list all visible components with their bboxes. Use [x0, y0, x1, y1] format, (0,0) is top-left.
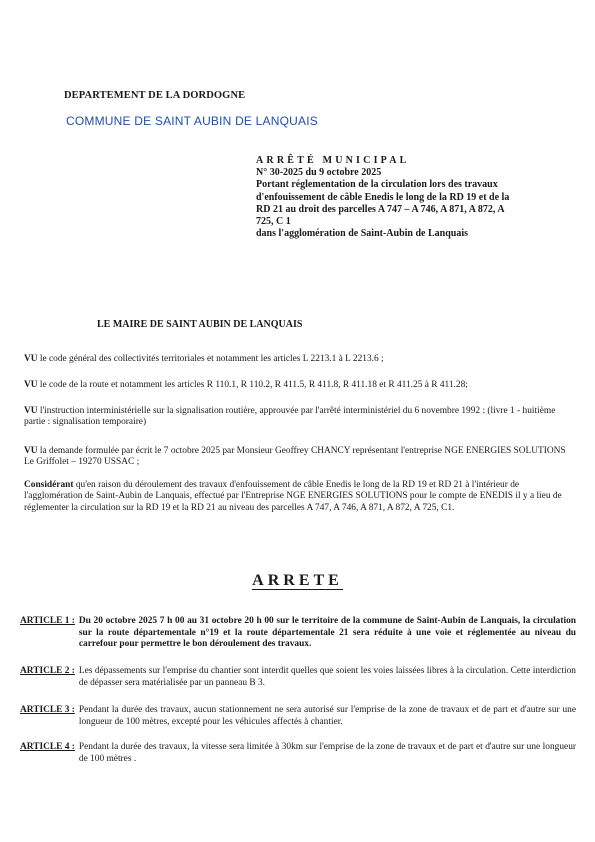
commune-heading: COMMUNE DE SAINT AUBIN DE LANQUAIS [66, 114, 318, 128]
article-3 [20, 705, 576, 728]
article-text: Pendant la durée des travaux, aucun stationnement ne sera autorisé sur l'emprise de la zone de travaux et de part et d'autre sur une longueur de 100 mètres, excepté pour les véhicules affectés à chantier. [78, 705, 576, 727]
vu-clause [24, 446, 574, 469]
article-text: Pendant la durée des travaux, la vitesse sera limitée à 30km sur l'emprise de la zone de travaux et de part et d'autre sur une longueur de 100 mètres . [78, 742, 576, 764]
vu-text: la demande formulée par écrit le 7 octobre 2025 par Monsieur Geoffrey CHANCY représentant l'entreprise NGE ENERGIES SOLUTIONS Le Griffolet – 19270 USSAC ; [24, 446, 566, 468]
maire-heading: LE MAIRE DE SAINT AUBIN DE LANQUAIS [97, 319, 303, 330]
considerant-text: qu'en raison du déroulement des travaux d'enfouissement de câble Enedis le long de la RD 19 et RD 21 à l'intérieur de l'agglomération de Saint-Aubin de Lanquais, effectué par l'Entreprise NGE ENERGIES SOLUTIONS pour le compte de ENEDIS il y a lieu de réglementer la circulation sur la RD 19 et la RD 21 au niveau des parcelles A 747, A 746, A 871, A 872, A 725, C1. [24, 480, 562, 513]
article-label: ARTICLE 3 : [20, 705, 75, 715]
article-text: Du 20 octobre 2025 7 h 00 au 31 octobre 20 h 00 sur le territoire de la commune de Saint-Aubin de Lanquais, la circulation sur la route départementale n°19 et la route départementale 21 sera réduite à une voie et réglementée au niveau du carrefour pour permettre le bon déroulement des travaux. [78, 616, 576, 650]
arrete-subject-line: RD 21 au droit des parcelles A 747 – A 746, A 871, A 872, A [256, 203, 505, 215]
vu-prefix: VU [24, 380, 38, 390]
arrete-main-title-text: ARRETE [252, 572, 343, 589]
arrete-subject-line: 725, C 1 [256, 216, 291, 228]
article-text: Les dépassements sur l'emprise du chantier sont interdit quelles que soient les voies laissées libres à la circulation. Cette interdiction de dépasser sera matérialisée par un panneau B 3. [78, 666, 576, 688]
considerant-prefix: Considérant [24, 480, 74, 490]
considerant-clause [24, 480, 574, 514]
vu-prefix: VU [24, 354, 38, 364]
arrete-subject-line: d'enfouissement de câble Enedis le long de la RD 19 et de la [256, 191, 510, 203]
arrete-subject-line: Portant réglementation de la circulation lors des travaux [256, 179, 498, 191]
vu-clause [24, 406, 574, 429]
article-2 [20, 666, 576, 689]
vu-clause [24, 354, 574, 365]
department-heading: DEPARTEMENT DE LA DORDOGNE [64, 90, 246, 101]
vu-prefix: VU [24, 406, 38, 416]
vu-text: le code de la route et notamment les articles R 110.1, R 110.2, R 411.5, R 411.8, R 411.18 et R 411.25 à R 411.28; [39, 380, 468, 390]
arrete-title: ARRÊTÉ MUNICIPAL [256, 155, 410, 166]
arrete-subject-line: dans l'agglomération de Saint-Aubin de Lanquais [256, 228, 468, 240]
vu-text: l'instruction interministérielle sur la signalisation routière, approuvée par l'arrêté interministériel du 6 novembre 1992 : (livre 1 - huitième partie : signalisation temporaire) [24, 406, 556, 428]
article-label: ARTICLE 2 : [20, 666, 75, 676]
article-label: ARTICLE 1 : [20, 616, 75, 626]
arrete-main-title [0, 572, 595, 590]
article-4 [20, 742, 576, 765]
arrete-number: N° 30-2025 du 9 octobre 2025 [256, 167, 382, 179]
vu-clause [24, 380, 574, 391]
vu-text: le code général des collectivités territoriales et notamment les articles L 2213.1 à L 2213.6 ; [39, 354, 384, 364]
article-label: ARTICLE 4 : [20, 742, 75, 752]
article-1 [20, 616, 576, 651]
arrete-header-block [256, 155, 576, 240]
vu-prefix: VU [24, 446, 38, 456]
